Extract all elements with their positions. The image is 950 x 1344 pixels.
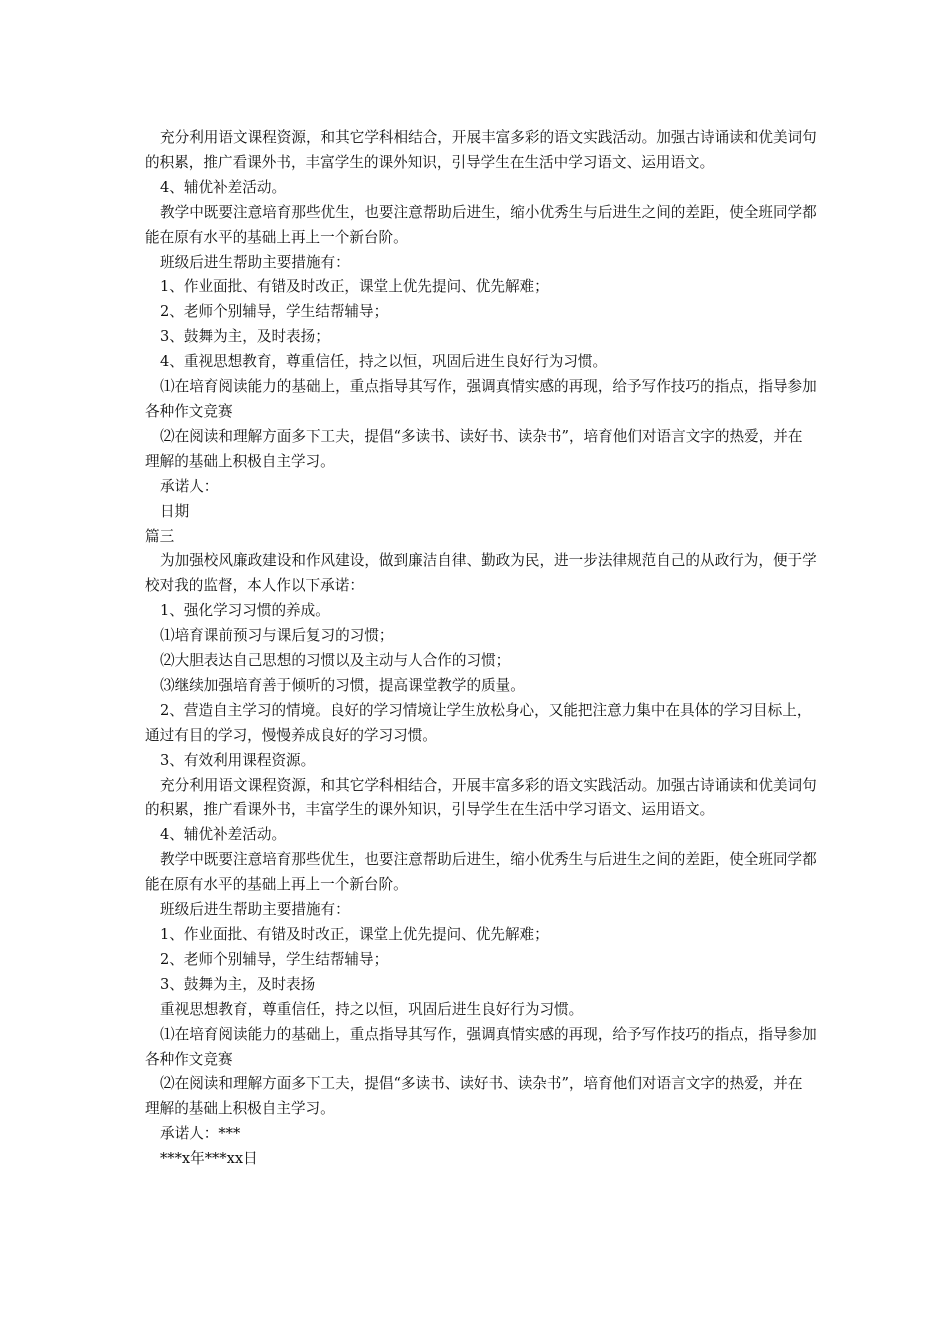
paragraph: ⑴培育课前预习与课后复习的习惯； bbox=[160, 627, 394, 645]
paragraph: 日期 bbox=[160, 502, 190, 520]
section-heading: 篇三 bbox=[145, 527, 175, 545]
paragraph: 充分利用语文课程资源，和其它学科相结合，开展丰富多彩的语文实践活动。加强古诗诵读和优美词句的积累，推广看课外书，丰富学生的课外知识，引导学生在生活中学习语文、运用语文。 bbox=[145, 776, 817, 819]
paragraph: ⑴在培育阅读能力的基础上，重点指导其写作，强调真情实感的再现，给予写作技巧的指点，指导参加各种作文竞赛 bbox=[145, 378, 817, 420]
paragraph: 3、有效利用课程资源。 bbox=[160, 751, 316, 769]
paragraph: ⑵在阅读和理解方面多下工夫，提倡“多读书、读好书、读杂书”，培育他们对语言文字的热爱，并在理解的基础上积极自主学习。 bbox=[145, 1075, 803, 1118]
paragraph: ***x年***xx日 bbox=[160, 1150, 258, 1168]
paragraph: ⑵在阅读和理解方面多下工夫，提倡“多读书、读好书、读杂书”，培育他们对语言文字的热爱，并在理解的基础上积极自主学习。 bbox=[145, 427, 803, 470]
paragraph: ⑵大胆表达自己思想的习惯以及主动与人合作的习惯； bbox=[160, 652, 511, 670]
paragraph: 2、营造自主学习的情境。良好的学习情境让学生放松身心，又能把注意力集中在具体的学习目标上，通过有目的学习，慢慢养成良好的学习习惯。 bbox=[145, 701, 812, 744]
paragraph: 承诺人： bbox=[160, 477, 219, 495]
paragraph: 1、作业面批、有错及时改正，课堂上优先提问、优先解难； bbox=[160, 926, 549, 943]
paragraph: 重视思想教育，尊重信任，持之以恒，巩固后进生良好行为习惯。 bbox=[160, 1000, 584, 1018]
paragraph: 2、老师个别辅导，学生结帮辅导； bbox=[160, 950, 389, 968]
document-page bbox=[145, 126, 817, 1172]
paragraph: 3、鼓舞为主，及时表扬 bbox=[160, 975, 316, 993]
paragraph: 1、强化学习习惯的养成。 bbox=[160, 602, 330, 620]
paragraph: 4、辅优补差活动。 bbox=[160, 178, 287, 196]
paragraph: 承诺人：*** bbox=[160, 1125, 241, 1143]
paragraph: 为加强校风廉政建设和作风建设，做到廉洁自律、勤政为民，进一步法律规范自己的从政行为，便于学校对我的监督，本人作以下承诺： bbox=[145, 552, 817, 595]
paragraph: 班级后进生帮助主要措施有： bbox=[160, 901, 350, 919]
paragraph: 3、鼓舞为主，及时表扬； bbox=[160, 328, 330, 346]
paragraph: 教学中既要注意培育那些优生，也要注意帮助后进生，缩小优秀生与后进生之间的差距，使全班同学都能在原有水平的基础上再上一个新台阶。 bbox=[145, 851, 817, 894]
paragraph: 1、作业面批、有错及时改正，课堂上优先提问、优先解难； bbox=[160, 278, 549, 296]
paragraph: ⑶继续加强培育善于倾听的习惯，提高课堂教学的质量。 bbox=[160, 676, 525, 694]
paragraph: 充分利用语文课程资源，和其它学科相结合，开展丰富多彩的语文实践活动。加强古诗诵读和优美词句的积累，推广看课外书，丰富学生的课外知识，引导学生在生活中学习语文、运用语文。 bbox=[145, 129, 817, 171]
paragraph: 班级后进生帮助主要措施有： bbox=[160, 253, 350, 271]
paragraph: 4、辅优补差活动。 bbox=[160, 826, 287, 844]
paragraph: 教学中既要注意培育那些优生，也要注意帮助后进生，缩小优秀生与后进生之间的差距，使全班同学都能在原有水平的基础上再上一个新台阶。 bbox=[145, 203, 817, 246]
paragraph: 2、老师个别辅导，学生结帮辅导； bbox=[160, 303, 389, 321]
paragraph: 4、重视思想教育，尊重信任，持之以恒，巩固后进生良好行为习惯。 bbox=[160, 353, 608, 371]
paragraph: ⑴在培育阅读能力的基础上，重点指导其写作，强调真情实感的再现，给予写作技巧的指点，指导参加各种作文竞赛 bbox=[145, 1025, 817, 1068]
